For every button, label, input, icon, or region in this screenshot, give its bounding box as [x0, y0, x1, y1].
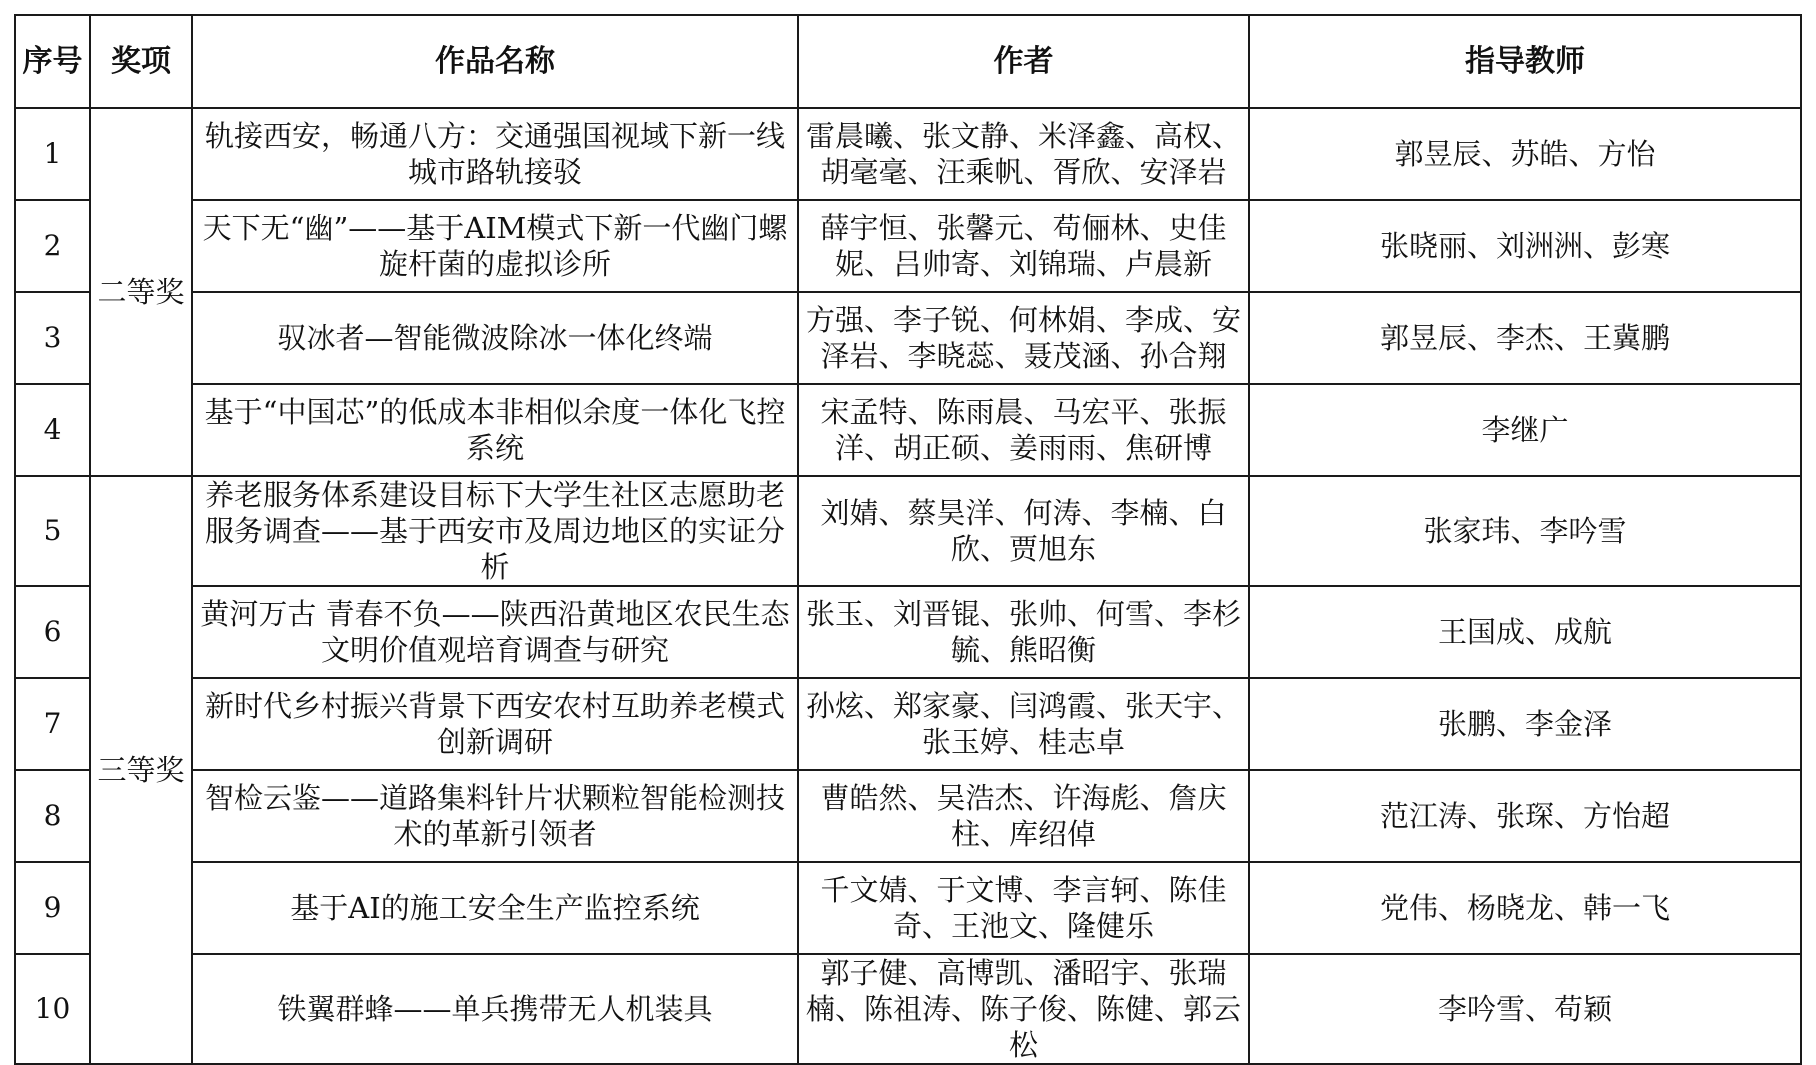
row-title: 智检云鉴——道路集料针片状颗粒智能检测技术的革新引领者 [192, 770, 798, 862]
row-seq: 8 [15, 770, 90, 862]
row-authors: 宋孟特、陈雨晨、马宏平、张振洋、胡正硕、姜雨雨、焦研博 [798, 384, 1249, 476]
row-seq: 3 [15, 292, 90, 384]
table-row [15, 384, 1801, 476]
row-seq: 10 [15, 954, 90, 1064]
row-authors: 张玉、刘晋锟、张帅、何雪、李杉毓、熊昭衡 [798, 586, 1249, 678]
award-second: 二等奖 [90, 108, 192, 476]
row-title: 驭冰者—智能微波除冰一体化终端 [192, 292, 798, 384]
table-row [15, 862, 1801, 954]
row-authors: 郭子健、高博凯、潘昭宇、张瑞楠、陈祖涛、陈子俊、陈健、郭云松 [798, 954, 1249, 1064]
row-title: 基于“中国芯”的低成本非相似余度一体化飞控系统 [192, 384, 798, 476]
row-advisors: 王国成、成航 [1249, 586, 1801, 678]
row-advisors: 张家玮、李吟雪 [1249, 476, 1801, 586]
header-title: 作品名称 [192, 15, 798, 108]
header-authors: 作者 [798, 15, 1249, 108]
row-title: 铁翼群蜂——单兵携带无人机装具 [192, 954, 798, 1064]
row-title: 养老服务体系建设目标下大学生社区志愿助老服务调查——基于西安市及周边地区的实证分析 [192, 476, 798, 586]
row-authors: 方强、李子锐、何林娟、李成、安泽岩、李晓蕊、聂茂涵、孙合翔 [798, 292, 1249, 384]
row-seq: 2 [15, 200, 90, 292]
row-authors: 刘婧、蔡昊洋、何涛、李楠、白欣、贾旭东 [798, 476, 1249, 586]
row-seq: 9 [15, 862, 90, 954]
row-advisors: 郭昱辰、李杰、王冀鹏 [1249, 292, 1801, 384]
row-authors: 千文婧、于文博、李言轲、陈佳奇、王池文、隆健乐 [798, 862, 1249, 954]
row-title: 轨接西安，畅通八方：交通强国视域下新一线城市路轨接驳 [192, 108, 798, 200]
row-title: 新时代乡村振兴背景下西安农村互助养老模式创新调研 [192, 678, 798, 770]
table-row [15, 476, 1801, 586]
row-advisors: 范江涛、张琛、方怡超 [1249, 770, 1801, 862]
row-advisors: 李继广 [1249, 384, 1801, 476]
row-title: 天下无“幽”——基于AIM模式下新一代幽门螺旋杆菌的虚拟诊所 [192, 200, 798, 292]
award-third: 三等奖 [90, 476, 192, 1064]
table-row [15, 292, 1801, 384]
row-title: 基于AI的施工安全生产监控系统 [192, 862, 798, 954]
row-seq: 4 [15, 384, 90, 476]
row-authors: 雷晨曦、张文静、米泽鑫、高权、胡毫毫、汪乘帆、胥欣、安泽岩 [798, 108, 1249, 200]
header-seq: 序号 [15, 15, 90, 108]
row-advisors: 郭昱辰、苏皓、方怡 [1249, 108, 1801, 200]
row-seq: 6 [15, 586, 90, 678]
table-row [15, 200, 1801, 292]
row-title: 黄河万古 青春不负——陕西沿黄地区农民生态文明价值观培育调查与研究 [192, 586, 798, 678]
award-table [14, 14, 1802, 1065]
table-row [15, 586, 1801, 678]
table-row [15, 954, 1801, 1064]
row-advisors: 张晓丽、刘洲洲、彭寒 [1249, 200, 1801, 292]
row-authors: 曹皓然、吴浩杰、许海彪、詹庆柱、库绍倬 [798, 770, 1249, 862]
row-advisors: 李吟雪、苟颖 [1249, 954, 1801, 1064]
row-advisors: 党伟、杨晓龙、韩一飞 [1249, 862, 1801, 954]
row-authors: 孙炫、郑家豪、闫鸿霞、张天宇、张玉婷、桂志卓 [798, 678, 1249, 770]
header-advisors: 指导教师 [1249, 15, 1801, 108]
row-seq: 7 [15, 678, 90, 770]
row-advisors: 张鹏、李金泽 [1249, 678, 1801, 770]
row-authors: 薛宇恒、张馨元、苟俪林、史佳妮、吕帅寄、刘锦瑞、卢晨新 [798, 200, 1249, 292]
row-seq: 1 [15, 108, 90, 200]
table-row [15, 108, 1801, 200]
header-row [15, 15, 1801, 108]
header-award: 奖项 [90, 15, 192, 108]
row-seq: 5 [15, 476, 90, 586]
table-row [15, 678, 1801, 770]
table-row [15, 770, 1801, 862]
